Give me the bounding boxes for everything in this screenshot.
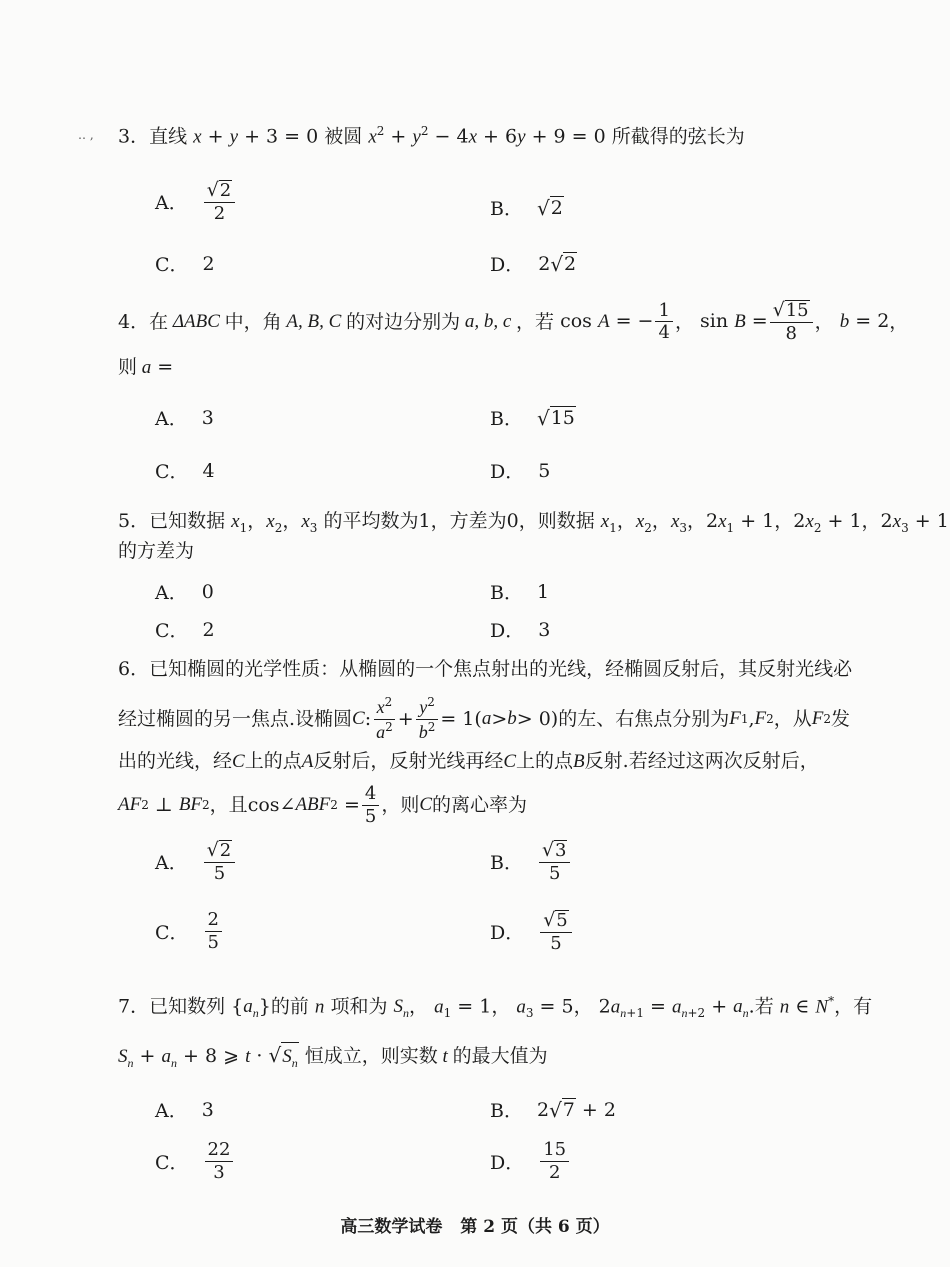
option-5d bbox=[490, 616, 550, 643]
numerator: 22 bbox=[205, 1140, 234, 1162]
addend: + 2 bbox=[581, 1098, 616, 1121]
option-label: B． bbox=[490, 582, 523, 604]
option-value: 3 bbox=[538, 618, 551, 641]
text: 的左、右焦点分别为 bbox=[558, 708, 730, 731]
denominator: 5 bbox=[548, 862, 561, 884]
question-number: 7． bbox=[118, 995, 150, 1018]
option-5b bbox=[490, 578, 549, 605]
option-label: A． bbox=[155, 408, 188, 430]
exam-title: 高三数学试卷 bbox=[340, 1217, 443, 1237]
denominator: 2 bbox=[548, 1161, 561, 1183]
option-label: B． bbox=[490, 852, 523, 875]
text: 发 bbox=[831, 708, 851, 731]
option-5c bbox=[155, 616, 215, 643]
fraction: √ 2 2 bbox=[204, 180, 236, 224]
text: 在 bbox=[149, 310, 169, 333]
text: 的平均数为 bbox=[323, 510, 419, 532]
text: 已知数据 bbox=[149, 510, 226, 532]
radicand: 7 bbox=[562, 1098, 575, 1121]
text: ， bbox=[889, 310, 909, 333]
fraction bbox=[362, 784, 379, 827]
option-value: 2 bbox=[202, 618, 215, 641]
text: .若 bbox=[748, 995, 774, 1018]
question-6-line4: AF 2 ⊥ BF 2 ，且 cos∠ ABF 2 = $\frac{4}{5}$ ，则 C 的离心率为 bbox=[118, 783, 528, 827]
option-value: 2 bbox=[202, 252, 215, 275]
option-3b: B． √ 2 bbox=[490, 195, 563, 220]
variance-value: 0 bbox=[506, 510, 519, 532]
text: ， bbox=[491, 995, 511, 1018]
math: x bbox=[193, 126, 202, 148]
option-7d bbox=[490, 1140, 571, 1183]
option-label: D． bbox=[490, 461, 525, 483]
option-value: 3 bbox=[201, 406, 214, 429]
option-value: 3 bbox=[201, 1098, 214, 1121]
option-value: 5 bbox=[538, 459, 551, 482]
denominator: 5 bbox=[213, 862, 226, 884]
text: 反射.若经过这两次反射后， bbox=[584, 750, 819, 772]
option-6b: B． √ 3 5 bbox=[490, 840, 572, 884]
question-6-line1 bbox=[118, 656, 852, 682]
denominator: 3 bbox=[213, 1161, 225, 1183]
option-label: B． bbox=[490, 1100, 523, 1122]
option-value: 0 bbox=[201, 580, 214, 603]
option-4a bbox=[155, 404, 214, 431]
denominator: 5 bbox=[207, 931, 219, 953]
option-label: A． bbox=[155, 1100, 188, 1122]
text: 的最大值为 bbox=[452, 1045, 548, 1067]
text: ， bbox=[814, 310, 834, 333]
text: ，则 bbox=[381, 794, 420, 817]
radicand: 15 bbox=[785, 300, 809, 321]
fraction: √ 15 8 bbox=[770, 300, 813, 344]
option-value: 4 bbox=[202, 459, 215, 482]
coef: 2 bbox=[536, 1098, 550, 1121]
question-5-line2: 的方差为 bbox=[118, 540, 195, 562]
option-6d: D． √ 5 5 bbox=[490, 910, 574, 954]
option-label: B． bbox=[490, 198, 523, 220]
option-value: 1 bbox=[536, 580, 550, 603]
option-label: D． bbox=[490, 922, 525, 945]
text: 上的点 bbox=[516, 750, 574, 772]
radicand: 15 bbox=[550, 406, 575, 429]
denominator: 4 bbox=[658, 322, 670, 344]
option-3a bbox=[155, 180, 237, 224]
text: 已知数列 bbox=[149, 995, 226, 1018]
radicand: 2 bbox=[219, 180, 232, 201]
text: 已知椭圆的光学性质：从椭圆的一个焦点射出的光线，经椭圆反射后，其反射光线必 bbox=[149, 658, 853, 680]
option-4c bbox=[155, 457, 215, 484]
question-7-stem: 7．已知数列 $\{a_n\}$的前 n 项和为 $S_n$， $a_1 = 1$， $a_3 = 5$， $2a_{n+1} = a_{n+2} + a_n$.若 n ∈ N*，有 bbox=[118, 994, 873, 1021]
text: ，则数据 bbox=[518, 510, 595, 532]
option-label: A． bbox=[155, 192, 188, 215]
option-3d: D． 2 √ 2 bbox=[490, 251, 577, 276]
numerator: 2 bbox=[205, 910, 222, 932]
question-number: 3． bbox=[118, 125, 150, 148]
radicand: 3 bbox=[555, 840, 567, 861]
radicand: 2 bbox=[564, 252, 577, 275]
text: 则 bbox=[118, 356, 138, 378]
radicand: 2 bbox=[550, 196, 563, 219]
option-6a: A． √ 2 5 bbox=[155, 840, 237, 884]
text: 被圆 bbox=[324, 125, 363, 148]
question-number: 4． bbox=[118, 310, 150, 333]
text: 经过椭圆的另一焦点.设椭圆 bbox=[118, 708, 353, 731]
option-6c bbox=[155, 910, 224, 953]
text: ，从 bbox=[773, 708, 812, 731]
text: 的离心率为 bbox=[432, 794, 528, 817]
question-6-line2: 经过椭圆的另一焦点.设椭圆 C : $\frac{x^2}{a^2}$ + $\frac{y^2}{b^2}$ = 1( a > b > 0) 的左、右焦点分别为 F 1 , F 2 ，从 F 2 发 bbox=[118, 695, 851, 742]
denominator: 5 bbox=[550, 932, 562, 954]
text: 直线 bbox=[149, 125, 188, 148]
text: ，若 bbox=[516, 310, 555, 333]
question-6-line3: 出的光线，经C上的点A反射后，反射光线再经C上的点B反射.若经过这两次反射后， bbox=[118, 750, 819, 772]
text: ，且 bbox=[209, 794, 248, 817]
text: 中，角 bbox=[224, 310, 282, 333]
average-value: 1 bbox=[418, 510, 431, 532]
option-label: A． bbox=[155, 582, 188, 604]
text: 出的光线，经 bbox=[118, 750, 233, 772]
denominator: 8 bbox=[785, 322, 797, 344]
question-4-line2: 则 a = bbox=[118, 356, 174, 378]
text: 反射后，反射光线再经 bbox=[313, 750, 504, 772]
text: 的对边分别为 bbox=[346, 310, 461, 333]
option-label: D． bbox=[490, 254, 525, 276]
page-number: 第 2 页（共 6 页） bbox=[460, 1217, 610, 1237]
option-7b: B． 2 √ 7 + 2 bbox=[490, 1097, 616, 1122]
question-number: 5． bbox=[118, 510, 150, 532]
option-5a bbox=[155, 578, 214, 605]
text: 项和为 bbox=[330, 995, 388, 1018]
text: ， bbox=[573, 995, 593, 1018]
text: ， bbox=[409, 995, 429, 1018]
question-number: 6． bbox=[118, 658, 150, 680]
page-footer bbox=[0, 1212, 950, 1237]
coef: 2 bbox=[538, 252, 551, 275]
text: ，有 bbox=[834, 995, 873, 1018]
denominator: 2 bbox=[213, 202, 226, 224]
option-label: D． bbox=[490, 620, 525, 642]
option-label: C． bbox=[155, 254, 189, 276]
text: 恒成立，则实数 bbox=[304, 1045, 438, 1067]
option-label: C． bbox=[155, 921, 189, 944]
option-label: D． bbox=[490, 1151, 525, 1174]
text: 的前 bbox=[270, 995, 309, 1018]
option-7c bbox=[155, 1140, 235, 1183]
text: 上的点 bbox=[244, 750, 302, 772]
option-label: C． bbox=[155, 461, 189, 483]
numerator: 4 bbox=[362, 784, 379, 806]
fraction bbox=[655, 301, 672, 344]
text: ，方差为 bbox=[430, 510, 507, 532]
text: 所截得的弦长为 bbox=[611, 125, 745, 148]
denominator: 5 bbox=[364, 805, 377, 827]
radicand: 5 bbox=[556, 910, 568, 931]
numerator: 1 bbox=[655, 301, 672, 323]
option-label: B． bbox=[490, 408, 523, 430]
option-label: C． bbox=[155, 1151, 189, 1174]
text: ， bbox=[674, 310, 694, 333]
question-7-line2: $S_n + a_n + 8$ ⩾ t · √ $S_n$ 恒成立，则实数 t 的最大值为 bbox=[118, 1042, 548, 1076]
radicand: 2 bbox=[219, 840, 232, 861]
option-3c bbox=[155, 250, 215, 277]
scan-mark: ‥ , bbox=[78, 128, 94, 142]
option-4d bbox=[490, 457, 550, 484]
numerator: 15 bbox=[540, 1140, 569, 1162]
question-3-stem: 3．直线 x + y + 3 = 0 被圆 $x^2 + y^2 - 4x + 6y + 9 = 0$ 所截得的弦长为 bbox=[118, 124, 745, 148]
question-4-stem: 4． 在 ΔABC 中，角 A, B, C 的对边分别为 a, b, c ，若 cos A = − $\frac{1}{4}$ ， sin B = √ 15 8 ， b = 2 ， bbox=[118, 299, 909, 344]
option-7a bbox=[155, 1096, 214, 1123]
option-4b: B． √ 15 bbox=[490, 405, 575, 430]
question-5-stem: 5．已知数据 $x_1$，$x_2$，$x_3$ 的平均数为1，方差为0，则数据 $x_1$，$x_2$，$x_3$，$2x_1 + 1$，$2x_2 + 1$，$2x_3 + 1$ bbox=[118, 510, 949, 535]
option-label: C． bbox=[155, 620, 189, 642]
option-label: A． bbox=[155, 852, 188, 875]
